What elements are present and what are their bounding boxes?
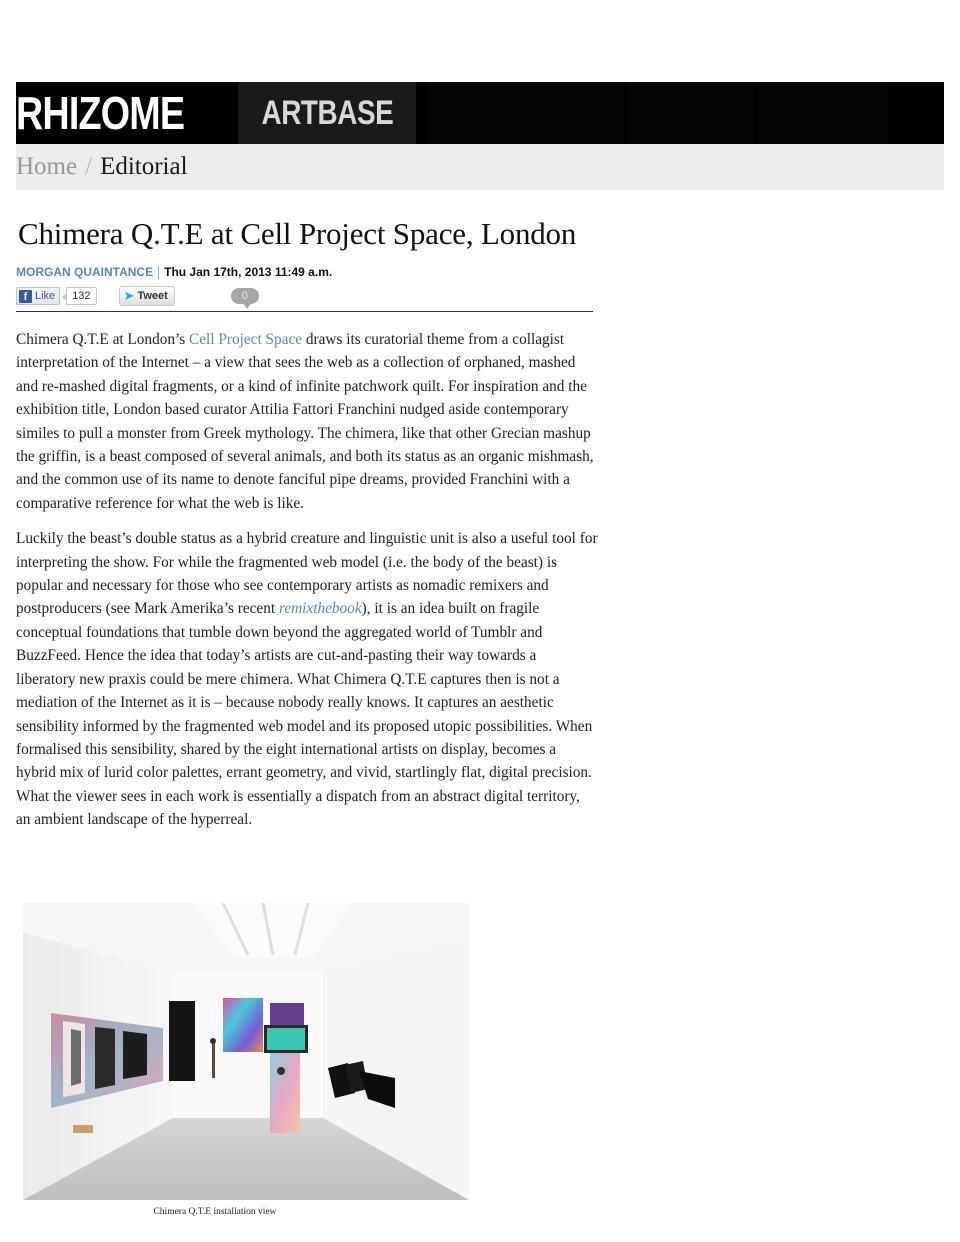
- byline-divider: [158, 266, 159, 279]
- header-segment: [758, 82, 888, 144]
- cell-project-space-link[interactable]: Cell Project Space: [189, 331, 303, 348]
- paragraph-text: draws its curatorial theme from a collagist interpretation of the Internet – a view that sees the web as a collection of orphaned, mashed and re-mashed digital fragments, or a kind of infinite patchwork quilt. For inspiration and the exhibition title, London based curator Attilia Fattori Franchini nudged aside contemporary similes to pull a monster from Greek mythology. The chimera, like that other Grecian mashup the griffin, is a beast composed of several animals, and both its status as an organic mishmash, and the common use of its name to denote fanciful pipe dreams, provided Franchini with a comparative reference for what the web is like.: [16, 331, 594, 512]
- paragraph-text: Chimera Q.T.E at London’s: [16, 331, 190, 348]
- author-link[interactable]: MORGAN QUAINTANCE: [16, 265, 154, 279]
- breadcrumb-home-link[interactable]: Home: [16, 153, 78, 180]
- tweet-label: Tweet: [137, 290, 168, 302]
- figure-caption: Chimera Q.T.E installation view: [153, 1207, 277, 1217]
- article-body: [16, 328, 598, 844]
- facebook-icon: f: [19, 290, 32, 303]
- installation-photo: [23, 903, 469, 1200]
- remixthebook-link[interactable]: remixthebook: [278, 600, 362, 618]
- tweet-button[interactable]: [119, 286, 175, 306]
- breadcrumb-current[interactable]: Editorial: [100, 153, 188, 180]
- site-header: [16, 82, 944, 144]
- title-divider: [16, 311, 593, 312]
- artbase-logo-box[interactable]: [238, 82, 416, 144]
- header-segment: [428, 82, 624, 144]
- paragraph-text: Luckily the beast’s double status as a hybrid creature and linguistic unit is also a useful tool for interpreting the show. For while the fragmented web model (i.e. the body of the beast) is popular and necessary for those who see contemporary artists as nomadic remixers and postproducers (see Mark Amerika’s recent: [16, 530, 598, 618]
- paragraph: [16, 328, 598, 515]
- breadcrumb-separator: /: [85, 153, 93, 180]
- comment-count: 0: [241, 290, 248, 302]
- twitter-bird-icon: ➤: [123, 288, 135, 303]
- like-count: 132: [66, 287, 96, 305]
- comment-count-bubble[interactable]: [231, 288, 259, 304]
- social-bar: [16, 286, 259, 306]
- gallery-illustration: [23, 903, 469, 1200]
- byline: [16, 265, 332, 279]
- breadcrumb: [16, 144, 944, 190]
- paragraph: [16, 527, 598, 831]
- rhizome-logo[interactable]: RHIZOME: [16, 87, 185, 139]
- paragraph-text: ), it is an idea built on fragile conceptual foundations that tumble down beyond the aggregated world of Tumblr and BuzzFeed. Hence the idea that today’s artists are cut-and-pasting their way towards a liberatory new praxis could be mere chimera. What Chimera Q.T.E captures then is not a mediation of the Internet as it is – because nobody really knows. It captures an aesthetic sensibility informed by the fragmented web model and its proposed utopic possibilities. When formalised this sensibility, shared by the eight international artists on display, becomes a hybrid mix of lurid color palettes, errant geometry, and vivid, startlingly flat, digital precision. What the viewer sees in each work is essentially a dispatch from an abstract digital territory, an ambient landscape of the hyperreal.: [16, 600, 593, 829]
- facebook-like-button[interactable]: [16, 287, 60, 305]
- artbase-logo: ARTBASE: [261, 93, 393, 132]
- header-segment: [628, 82, 754, 144]
- like-label: Like: [35, 290, 56, 302]
- article-title: Chimera Q.T.E at Cell Project Space, London: [18, 216, 577, 251]
- publish-date: Thu Jan 17th, 2013 11:49 a.m.: [164, 265, 333, 279]
